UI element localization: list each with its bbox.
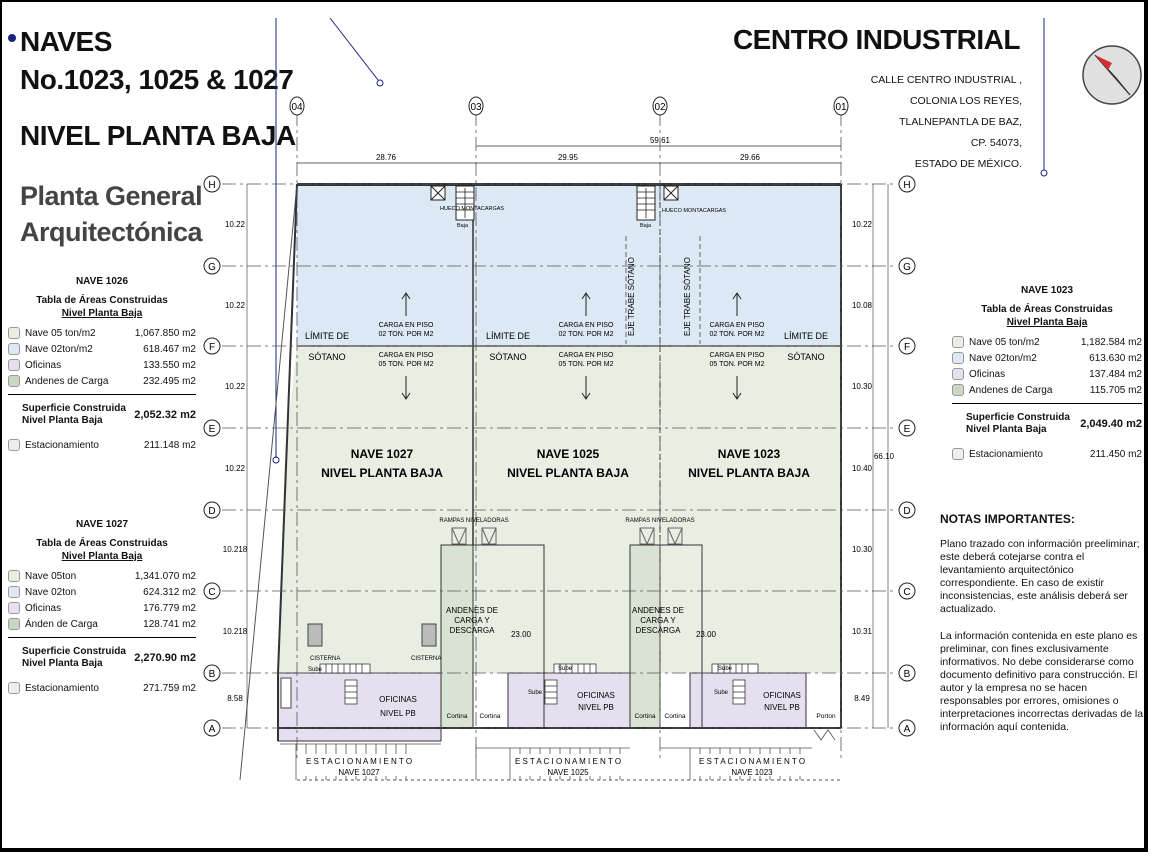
row-label: Nave 02ton/m2 xyxy=(969,352,1037,364)
svg-text:E S T A C I O N A M I E N T O: E S T A C I O N A M I E N T O xyxy=(305,757,413,766)
row-label: Andenes de Carga xyxy=(25,375,109,387)
svg-text:23.00: 23.00 xyxy=(695,630,717,639)
row-label: Nave 05 ton/m2 xyxy=(25,327,96,339)
office-room xyxy=(281,678,291,708)
svg-text:66.10: 66.10 xyxy=(873,452,895,461)
row-value: 613.630 m2 xyxy=(1089,352,1142,364)
svg-text:28.76: 28.76 xyxy=(375,153,397,162)
svg-text:Cortina: Cortina xyxy=(664,713,686,720)
park-value: 211.450 m2 xyxy=(1089,448,1142,460)
row-value: 618.467 m2 xyxy=(143,343,196,355)
hueco-label-1: HUECO MONTACARGAS xyxy=(440,206,505,212)
park-value: 271.759 m2 xyxy=(143,682,196,694)
row-value: 1,182.584 m2 xyxy=(1080,336,1142,348)
svg-text:10.30: 10.30 xyxy=(851,382,873,391)
address-line: CALLE CENTRO INDUSTRIAL , xyxy=(870,74,1022,86)
svg-text:8.49: 8.49 xyxy=(854,694,870,703)
svg-text:10.22: 10.22 xyxy=(224,464,246,473)
table-subtitle: Tabla de Áreas Construidas xyxy=(36,295,168,306)
svg-text:05 TON. POR M2: 05 TON. POR M2 xyxy=(558,361,614,368)
svg-text:Cortina: Cortina xyxy=(446,713,468,720)
col-axis-bubbles xyxy=(290,97,848,115)
svg-text:CARGA Y: CARGA Y xyxy=(454,616,490,625)
svg-text:NAVE 1023: NAVE 1023 xyxy=(731,768,773,777)
svg-text:29.95: 29.95 xyxy=(557,153,579,162)
svg-text:A: A xyxy=(208,724,216,735)
svg-text:Cortina: Cortina xyxy=(634,713,656,720)
header-centro: CENTRO INDUSTRIAL xyxy=(732,24,1020,55)
baja-label: Baja xyxy=(457,223,469,229)
row-value: 232.495 m2 xyxy=(143,375,196,387)
table-subtitle-level: Nivel Planta Baja xyxy=(61,551,143,562)
row-value: 137.484 m2 xyxy=(1089,368,1142,380)
park-value: 211.148 m2 xyxy=(143,439,196,451)
zone-andenes xyxy=(630,545,660,728)
address-line: TLALNEPANTLA DE BAZ, xyxy=(899,116,1022,128)
svg-text:Porton: Porton xyxy=(816,713,836,720)
sube-label: Sube xyxy=(714,690,729,696)
address-line: CP. 54073, xyxy=(970,137,1022,149)
svg-text:ANDENES DE: ANDENES DE xyxy=(445,606,499,615)
nave-1023-label: NAVE 1023 xyxy=(717,447,781,461)
row-label: Oficinas xyxy=(25,359,62,371)
svg-text:E: E xyxy=(903,424,911,435)
cistern-block xyxy=(422,624,436,646)
table-title: NAVE 1023 xyxy=(1020,285,1074,296)
row-label: Oficinas xyxy=(25,602,62,614)
svg-text:CARGA EN PISO: CARGA EN PISO xyxy=(378,352,434,359)
svg-text:SÓTANO: SÓTANO xyxy=(489,352,527,362)
park-label: Estacionamiento xyxy=(25,682,99,694)
row-label: Oficinas xyxy=(969,368,1006,380)
planta-line-2: Arquitectónica xyxy=(20,217,203,247)
address-line: ESTADO DE MÉXICO. xyxy=(914,158,1022,170)
svg-text:10.22: 10.22 xyxy=(224,220,246,229)
svg-text:E: E xyxy=(208,424,216,435)
svg-text:DESCARGA: DESCARGA xyxy=(449,626,495,635)
svg-text:23.00: 23.00 xyxy=(510,630,532,639)
note-paragraph-1: Plano trazado con información preeliminar; este deberá cotejarse contra el levantamiento arquitectónico correspondiente. En caso de existir inconsistencias, este análisis deberá ser actualizado. xyxy=(940,538,1140,615)
baja-label: Baja xyxy=(640,223,652,229)
svg-text:10.22: 10.22 xyxy=(224,382,246,391)
row-value: 128.741 m2 xyxy=(143,618,196,630)
zone-oficinas xyxy=(278,673,441,741)
address-line: COLONIA LOS REYES, xyxy=(909,95,1022,107)
svg-text:10.31: 10.31 xyxy=(851,627,873,636)
svg-text:NIVEL PB: NIVEL PB xyxy=(380,709,416,718)
svg-text:05 TON. POR M2: 05 TON. POR M2 xyxy=(709,361,765,368)
svg-text:D: D xyxy=(903,506,911,517)
svg-text:LÍMITE DE: LÍMITE DE xyxy=(783,331,829,341)
porton-icon xyxy=(814,730,835,740)
row-value: 115.705 m2 xyxy=(1089,384,1142,396)
svg-text:H: H xyxy=(208,180,216,191)
nave-1027-label: NAVE 1027 xyxy=(350,447,414,461)
svg-text:NIVEL PLANTA BAJA: NIVEL PLANTA BAJA xyxy=(507,466,629,480)
row-label: Nave 05 ton/m2 xyxy=(969,336,1040,348)
svg-text:10.218: 10.218 xyxy=(222,627,248,636)
zone-andenes xyxy=(441,545,473,728)
svg-text:NIVEL PLANTA BAJA: NIVEL PLANTA BAJA xyxy=(688,466,810,480)
cisterna-label: CISTERNA xyxy=(411,656,442,662)
svg-text:C: C xyxy=(903,587,911,598)
svg-text:8.58: 8.58 xyxy=(227,694,243,703)
rampas-label: RAMPAS NIVELADORAS xyxy=(439,518,509,524)
axis-label-02: 02 xyxy=(654,102,666,113)
row-value: 133.550 m2 xyxy=(143,359,196,371)
note-paragraph-2: La información contenida en este plano es preliminar, con fines exclusivamente informativos. No debe considerarse como documento definitivo para construcción. El autor y la empresa no se hacen responsables por errores, omisiones o interpretaciones incorrectas derivadas de la información aquí contenida. xyxy=(940,630,1144,733)
title-naves: NAVES xyxy=(8,26,112,58)
svg-text:OFICINAS: OFICINAS xyxy=(577,691,615,700)
total-value: 2,052.32 m2 xyxy=(134,409,196,421)
svg-text:59.61: 59.61 xyxy=(649,136,671,145)
svg-text:D: D xyxy=(208,506,216,517)
svg-text:CARGA EN PISO: CARGA EN PISO xyxy=(558,352,614,359)
sube-label: Sube xyxy=(558,666,573,672)
table-subtitle-level: Nivel Planta Baja xyxy=(61,308,143,319)
svg-text:G: G xyxy=(208,262,216,273)
cistern-block xyxy=(308,624,322,646)
sube-label: Sube xyxy=(718,666,733,672)
title-numbers: No.1023, 1025 & 1027 xyxy=(20,64,294,95)
svg-text:NAVE 1027: NAVE 1027 xyxy=(338,768,380,777)
eje-trabe-label: EJE TRABE SÓTANO xyxy=(627,257,636,336)
svg-text:10.218: 10.218 xyxy=(222,545,248,554)
svg-text:B: B xyxy=(903,669,911,680)
sube-label: Sube xyxy=(308,667,323,673)
zone-oficinas xyxy=(508,673,630,728)
sube-label: Sube xyxy=(528,690,543,696)
cisterna-label: CISTERNA xyxy=(310,656,341,662)
svg-text:10.30: 10.30 xyxy=(851,545,873,554)
axis-label-01: 01 xyxy=(835,102,847,113)
rampas-label: RAMPAS NIVELADORAS xyxy=(625,518,695,524)
axis-label-03: 03 xyxy=(470,102,482,113)
svg-text:05 TON. POR M2: 05 TON. POR M2 xyxy=(378,361,434,368)
svg-text:CARGA EN PISO: CARGA EN PISO xyxy=(378,322,434,329)
svg-text:CARGA EN PISO: CARGA EN PISO xyxy=(709,322,765,329)
svg-text:SÓTANO: SÓTANO xyxy=(308,352,346,362)
svg-text:02 TON. POR M2: 02 TON. POR M2 xyxy=(709,331,765,338)
row-label: Nave 02ton xyxy=(25,586,77,598)
notes-title: NOTAS IMPORTANTES: xyxy=(940,512,1075,526)
svg-text:02 TON. POR M2: 02 TON. POR M2 xyxy=(378,331,434,338)
table-subtitle: Tabla de Áreas Construidas xyxy=(36,538,168,549)
planta-line-1: Planta General xyxy=(20,181,203,211)
svg-text:NIVEL PB: NIVEL PB xyxy=(578,703,614,712)
svg-text:H: H xyxy=(903,180,911,191)
svg-text:LÍMITE DE: LÍMITE DE xyxy=(485,331,531,341)
hueco-label-2: HUECO MONTACARGAS xyxy=(662,208,727,214)
svg-text:10.40: 10.40 xyxy=(851,464,873,473)
nave-1025-label: NAVE 1025 xyxy=(536,447,600,461)
total-label: Superficie Construida Nivel Planta Baja xyxy=(966,412,1070,435)
title-nivel: NIVEL PLANTA BAJA xyxy=(20,120,296,151)
park-label: Estacionamiento xyxy=(25,439,99,451)
wall xyxy=(297,183,841,186)
row-label: Nave 02ton/m2 xyxy=(25,343,93,355)
row-value: 1,341.070 m2 xyxy=(134,570,196,582)
svg-text:ANDENES DE: ANDENES DE xyxy=(631,606,685,615)
svg-text:OFICINAS: OFICINAS xyxy=(763,691,801,700)
row-value: 624.312 m2 xyxy=(143,586,196,598)
svg-text:E S T A C I O N A M I E N T O: E S T A C I O N A M I E N T O xyxy=(514,757,622,766)
svg-text:A: A xyxy=(903,724,911,735)
svg-text:NIVEL PB: NIVEL PB xyxy=(764,703,800,712)
table-title: NAVE 1027 xyxy=(75,519,129,530)
row-label: Ánden de Carga xyxy=(25,618,98,630)
eje-trabe-label: EJE TRABE SÓTANO xyxy=(683,257,692,336)
svg-text:B: B xyxy=(208,669,216,680)
svg-text:10.22: 10.22 xyxy=(224,301,246,310)
top-dimensions xyxy=(297,136,841,163)
row-label: Nave 05ton xyxy=(25,570,77,582)
svg-text:10.08: 10.08 xyxy=(851,301,873,310)
svg-text:CARGA EN PISO: CARGA EN PISO xyxy=(709,352,765,359)
svg-text:29.66: 29.66 xyxy=(739,153,761,162)
svg-text:G: G xyxy=(903,262,911,273)
svg-text:DESCARGA: DESCARGA xyxy=(635,626,681,635)
svg-text:C: C xyxy=(208,587,216,598)
axis-label-04: 04 xyxy=(291,102,303,113)
svg-text:NAVE 1025: NAVE 1025 xyxy=(547,768,589,777)
svg-text:F: F xyxy=(903,342,911,353)
park-label: Estacionamiento xyxy=(969,448,1043,460)
total-value: 2,270.90 m2 xyxy=(134,652,196,664)
table-subtitle-level: Nivel Planta Baja xyxy=(1006,317,1088,328)
total-label: Superficie Construida Nivel Planta Baja xyxy=(22,646,126,669)
svg-text:SÓTANO: SÓTANO xyxy=(787,352,825,362)
svg-text:CARGA EN PISO: CARGA EN PISO xyxy=(558,322,614,329)
svg-text:E S T A C I O N A M I E N T O: E S T A C I O N A M I E N T O xyxy=(698,757,806,766)
zone-nave-05ton xyxy=(278,346,841,673)
row-value: 1,067.850 m2 xyxy=(134,327,196,339)
svg-text:CARGA Y: CARGA Y xyxy=(640,616,676,625)
svg-text:OFICINAS: OFICINAS xyxy=(379,695,417,704)
svg-text:NIVEL PLANTA BAJA: NIVEL PLANTA BAJA xyxy=(321,466,443,480)
svg-text:LÍMITE DE: LÍMITE DE xyxy=(304,331,350,341)
row-value: 176.779 m2 xyxy=(143,602,196,614)
parking-labels xyxy=(303,754,808,777)
svg-text:10.22: 10.22 xyxy=(851,220,873,229)
total-value: 2,049.40 m2 xyxy=(1080,418,1142,430)
total-label: Superficie Construida Nivel Planta Baja xyxy=(22,403,126,426)
zone-oficinas xyxy=(690,673,806,728)
svg-text:Cortina: Cortina xyxy=(479,713,501,720)
row-label: Andenes de Carga xyxy=(969,384,1053,396)
table-subtitle: Tabla de Áreas Construidas xyxy=(981,304,1113,315)
svg-text:02 TON. POR M2: 02 TON. POR M2 xyxy=(558,331,614,338)
table-title: NAVE 1026 xyxy=(75,276,129,287)
svg-text:F: F xyxy=(208,342,216,353)
